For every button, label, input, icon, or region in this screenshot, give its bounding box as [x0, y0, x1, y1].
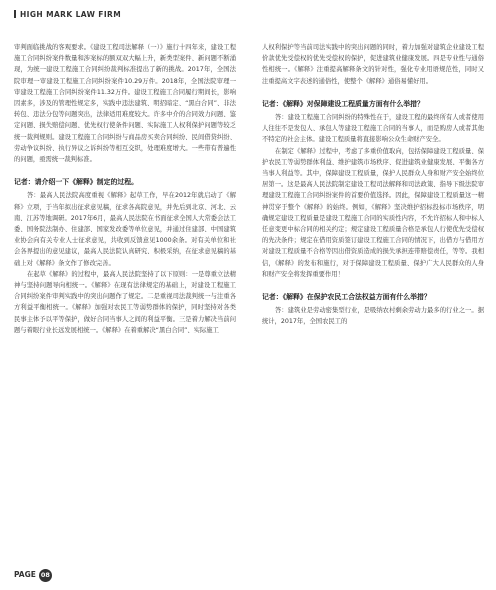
right-paragraph-4: 答：建筑业是劳动密集型行业，是吸纳农村剩余劳动力最多的行业之一。据统计，2017年，全国农民工的 [262, 307, 484, 326]
right-paragraph-2: 答：建设工程施工合同纠纷的特殊性在于，建设工程的最终所有人或者使用人往往不是发包人、承包人等建设工程施工合同的当事人，而是购房人或者其他不特定的社会主体。建设工程质量将直接影响公众生命财产安全。 [262, 114, 484, 144]
right-paragraph-3: 在制定《解释》过程中，考虑了多重价值取向，包括保障建设工程质量、保护农民工等弱势群体利益、维护建筑市场秩序、促进建筑业健康发展、平衡各方当事人利益等。其中，保障建设工程质量，保护人民群众人身和财产安全始终位居第一。这是最高人民法院制定建设工程司法解释和司法政策、指导下级法院审理建设工程施工合同纠纷案件的首要价值选择。因此，保障建设工程质量这一精神贯穿于整个《解释》的始终。例如，《解释》坚决维护招标投标市场秩序，明确规定建设工程质量是建设工程施工合同的实质性内容，不允许招标人和中标人任意变更中标合同的相关约定；规定建设工程质量合格是承包人行使优先受偿权的先决条件；规定在借用资质签订建设工程施工合同的情况下，出借方与借用方对建设工程质量不合格等因出借资质造成的损失承担连带赔偿责任，等等。我相信，《解释》的发布和施行，对于保障建设工程质量、保护广大人民群众的人身和财产安全将发挥重要作用！ [262, 147, 484, 278]
header-brand: HIGH MARK LAW FIRM [20, 10, 122, 19]
left-column [14, 42, 236, 336]
page-footer [14, 569, 52, 582]
left-question-1: 记者：请介绍一下《解释》制定的过程。 [14, 178, 139, 187]
left-paragraph-1: 审判面临挑战的客观要求。《建设工程司法解释（一）》施行十四年来，建设工程施工合同纠纷案件数量和涉案标的额双双大幅上升，新类型案件、新问题不断涌现，为统一建设工程施工合同纠纷裁判标准提出了新的挑战。2017年，全国法院审理一审建设工程施工合同纠纷案件10.29万件。2018年，全国法院审理一审建设工程施工合同纠纷案件11.32万件。建设工程施工合同履行期间长，影响因素多，涉及的管理性规定多，实践中违法建筑、明招暗定、“黑白合同”、非法转包、违法分包等问题突出，法律适用难度较大。许多中介的合同效力问题、鉴定问题、损失赔偿问题、优先权行使条件问题、实际施工人权利保护问题等较乏统一裁判规则。建设工程施工合同纠纷与商品房买卖合同纠纷、民间借贷纠纷、劳动争议纠纷、执行异议之诉纠纷等相互交织，处理难度增大。一些带有普遍性的问题，亟需统一裁判标准。 [14, 44, 236, 164]
header-bar [14, 10, 16, 18]
page-number: 08 [39, 569, 52, 582]
running-header [14, 10, 121, 19]
left-paragraph-2: 答：最高人民法院高度重视《解释》起草工作，早在2012年就启动了《解释》立项，于当年拟出征求意见稿，征求各高院意见，并先后到北京、河北、云南、江苏等地调研。2017年6月，最高人民法院在书面征求全国人大常委会法工委、国务院法制办、住建部、国家发改委等单位意见，并通过住建部、中国建筑业协会向有关专业人士征求意见，共收到反馈意见1000余条。对有关单位和社会各界提出的意见建议，最高人民法院认真研究、积极采纳，在征求意见稿的基础上对《解释》条文作了修改完善。 [14, 192, 236, 267]
left-paragraph-3: 在起草《解释》的过程中，最高人民法院坚持了以下原则：一是尊重立法精神与坚持问题导向相统一。《解释》在现有法律规定的基础上，对建设工程施工合同纠纷案件审判实践中的突出问题作了规定。二是重视司法裁判统一与注重各方利益平衡相统一。《解释》加强对农民工等弱势群体的保护，同时坚持对各类民事主体予以平等保护，做好合同当事人之间的利益平衡。三是着力解决当前问题与着眼行业长远发展相统一。《解释》在着重解决“黑白合同”、实际施工 [14, 270, 236, 334]
right-paragraph-1: 人权利保护等当前司法实践中的突出问题的同时，着力加强对建筑企业建设工程价款优先受偿权的优先受偿权的保护，促进建筑业健康发展。四是专业性与通俗性相统一。《解释》注重提高解释条文的针对性，强化专业用语规范性，同时又注重提高文字表述的通俗性，使整个《解释》通俗易懂好用。 [262, 44, 484, 85]
page-label: PAGE [14, 570, 36, 579]
right-column [262, 42, 484, 328]
right-question-1: 记者：《解释》对保障建设工程质量方面有什么举措？ [262, 99, 424, 108]
right-question-2: 记者：《解释》在保护农民工合法权益方面有什么举措？ [262, 293, 431, 302]
